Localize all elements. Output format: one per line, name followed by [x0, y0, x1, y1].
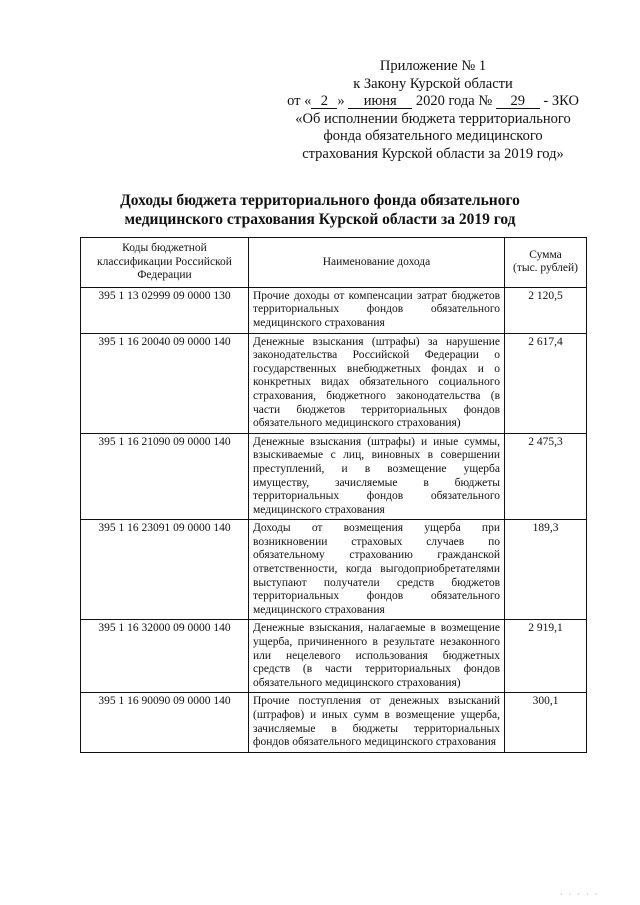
appendix-number: Приложение № 1 — [379, 58, 487, 74]
row-name: Денежные взыскания (штрафы) и иные суммы, взыскиваемые с лиц, виновных в совершении преступлений, и в возмещение ущерба имуществу, зачисляемые в бюджеты территориальных фондов обязательного медицинского страхования — [249, 433, 505, 520]
row-name: Доходы от возмещения ущерба при возникновении страховых случаев по обязательному страхованию гражданской ответственности, когда выгодоприобретателями выступают получатели средств бюджетов территориальных фондов обязательного медицинского страхования — [249, 520, 505, 620]
law-date-line — [268, 93, 598, 111]
row-code: 395 1 16 32000 09 0000 140 — [81, 620, 249, 693]
date-year: 2020 года № — [415, 93, 493, 109]
row-name: Денежные взыскания (штрафы) за нарушение законодательства Российской Федерации о государственных внебюджетных фондах и о конкретных видах обязательного социального страхования, бюджетного законодательства (в части бюджетов территориальных фондов обязательного медицинского страхования) — [249, 333, 505, 433]
row-sum: 2 617,4 — [505, 333, 587, 433]
row-sum: 300,1 — [505, 693, 587, 752]
document-title — [60, 191, 580, 229]
scan-mark: · · · · · — [560, 890, 600, 899]
row-code: 395 1 16 20040 09 0000 140 — [81, 333, 249, 433]
row-sum: 189,3 — [505, 520, 587, 620]
table-row — [81, 433, 587, 520]
header-sum — [505, 238, 587, 288]
law-suffix: - ЗКО — [543, 93, 579, 109]
row-code: 395 1 16 90090 09 0000 140 — [81, 693, 249, 752]
table-row — [81, 333, 587, 433]
row-code: 395 1 13 02999 09 0000 130 — [81, 287, 249, 333]
date-from-label: от « — [287, 93, 312, 109]
row-name: Денежные взыскания, налагаемые в возмещение ущерба, причиненного в результате незаконного или нецелевого использования бюджетных средств (в части территориальных фондов обязательного медицинского страхования) — [249, 620, 505, 693]
date-month: июня — [348, 94, 412, 109]
law-title-line-2: фонда обязательного медицинского — [323, 128, 543, 144]
table-row — [81, 520, 587, 620]
law-reference: к Закону Курской области — [353, 75, 513, 92]
header-sum-label: Сумма — [529, 248, 562, 261]
table-row — [81, 693, 587, 752]
document-title-line-2: медицинского страхования Курской области за 2019 год — [124, 211, 516, 228]
row-name: Прочие поступления от денежных взысканий (штрафов) и иных сумм в возмещение ущерба, зачисляемые в бюджеты территориальных фондов обязательного медицинского страхования — [249, 693, 505, 752]
date-day-close: » — [337, 93, 345, 109]
row-code: 395 1 16 23091 09 0000 140 — [81, 520, 249, 620]
document-title-line-1: Доходы бюджета территориального фонда обязательного — [120, 192, 520, 209]
table-header-row — [81, 238, 587, 288]
table-row — [81, 620, 587, 693]
header-sum-unit: (тыс. рублей) — [512, 262, 579, 275]
table-row — [81, 287, 587, 333]
row-sum: 2 919,1 — [505, 620, 587, 693]
header-code: Коды бюджетной классификации Российской Федерации — [81, 238, 249, 288]
law-title-line-1: «Об исполнении бюджета территориального — [295, 110, 571, 127]
row-sum: 2 475,3 — [505, 433, 587, 520]
header-name: Наименование дохода — [249, 238, 505, 288]
date-day: 2 — [311, 94, 337, 109]
row-name: Прочие доходы от компенсации затрат бюджетов территориальных фондов обязательного медицинского страхования — [249, 287, 505, 333]
row-code: 395 1 16 21090 09 0000 140 — [81, 433, 249, 520]
income-table — [80, 237, 587, 753]
row-sum: 2 120,5 — [505, 287, 587, 333]
law-title-line-3: страхования Курской области за 2019 год» — [302, 145, 564, 162]
appendix-header — [268, 58, 598, 163]
law-number: 29 — [496, 94, 540, 109]
